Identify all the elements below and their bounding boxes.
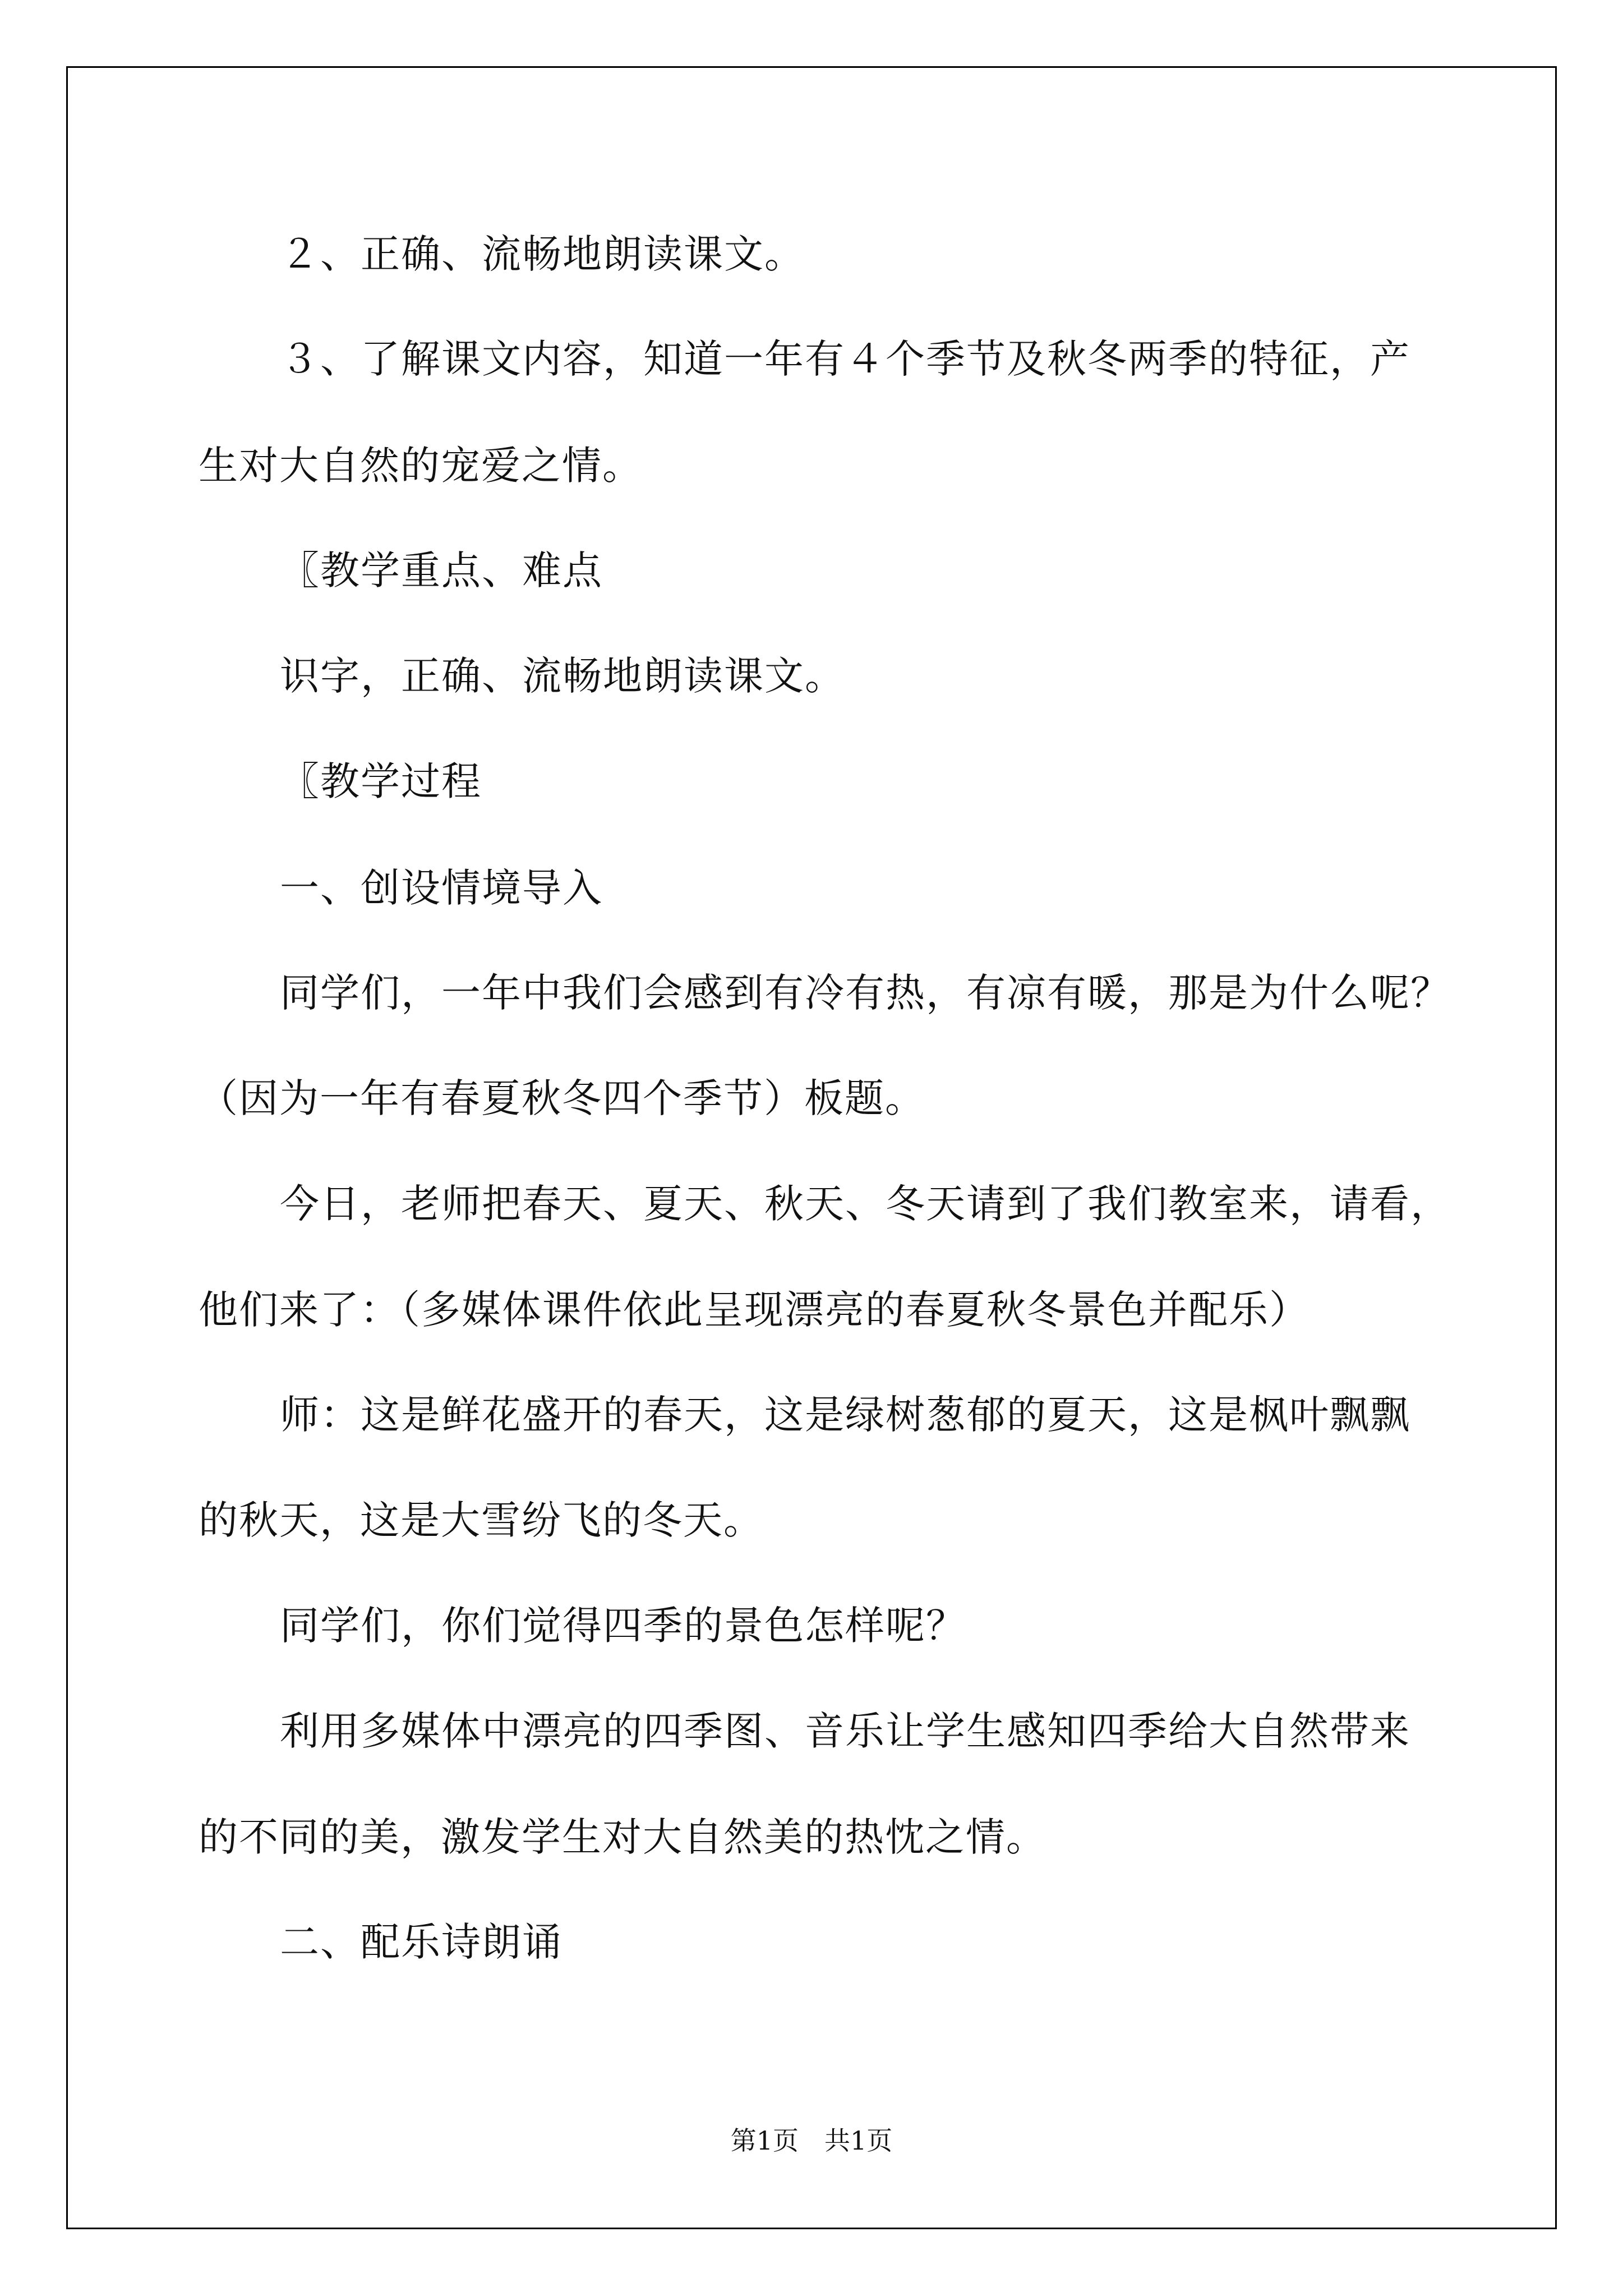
text-line-17: 二、配乐诗朗诵 (280, 1919, 562, 1965)
text-line-14: 同学们，你们觉得四季的景色怎样呢？ (280, 1603, 966, 1649)
text-line-10: 今日，老师把春天、夏天、秋天、冬天请到了我们教室来，请看， (280, 1181, 1451, 1227)
text-line-11: 他们来了：（多媒体课件依此呈现漂亮的春夏秋冬景色并配乐） (199, 1287, 1310, 1333)
text-line-7: 一、创设情境导入 (280, 865, 603, 911)
text-line-8: 同学们，一年中我们会感到有冷有热，有凉有暖，那是为什么呢？ (280, 970, 1451, 1016)
text-line-6: 〖教学过程 (280, 758, 482, 804)
text-line-13: 的秋天，这是大雪纷飞的冬天。 (199, 1497, 764, 1543)
text-line-9: （因为一年有春夏秋冬四个季节）板题。 (199, 1075, 925, 1121)
text-line-4: 〖教学重点、难点 (280, 547, 603, 593)
page-border (66, 66, 1557, 2229)
text-line-16: 的不同的美，激发学生对大自然美的热忱之情。 (199, 1814, 1046, 1860)
text-line-12: 师：这是鲜花盛开的春天，这是绿树葱郁的夏天，这是枫叶飘飘 (280, 1392, 1410, 1438)
text-line-3: 生对大自然的宠爱之情。 (199, 443, 643, 489)
text-line-5: 识字，正确、流畅地朗读课文。 (280, 653, 845, 699)
text-line-1: ２、正确、流畅地朗读课文。 (280, 231, 805, 277)
text-line-2: ３、了解课文内容，知道一年有４个季节及秋冬两季的特征，产 (280, 336, 1410, 382)
text-line-15: 利用多媒体中漂亮的四季图、音乐让学生感知四季给大自然带来 (280, 1708, 1410, 1754)
page-footer: 第1页 共1页 (730, 2125, 893, 2156)
